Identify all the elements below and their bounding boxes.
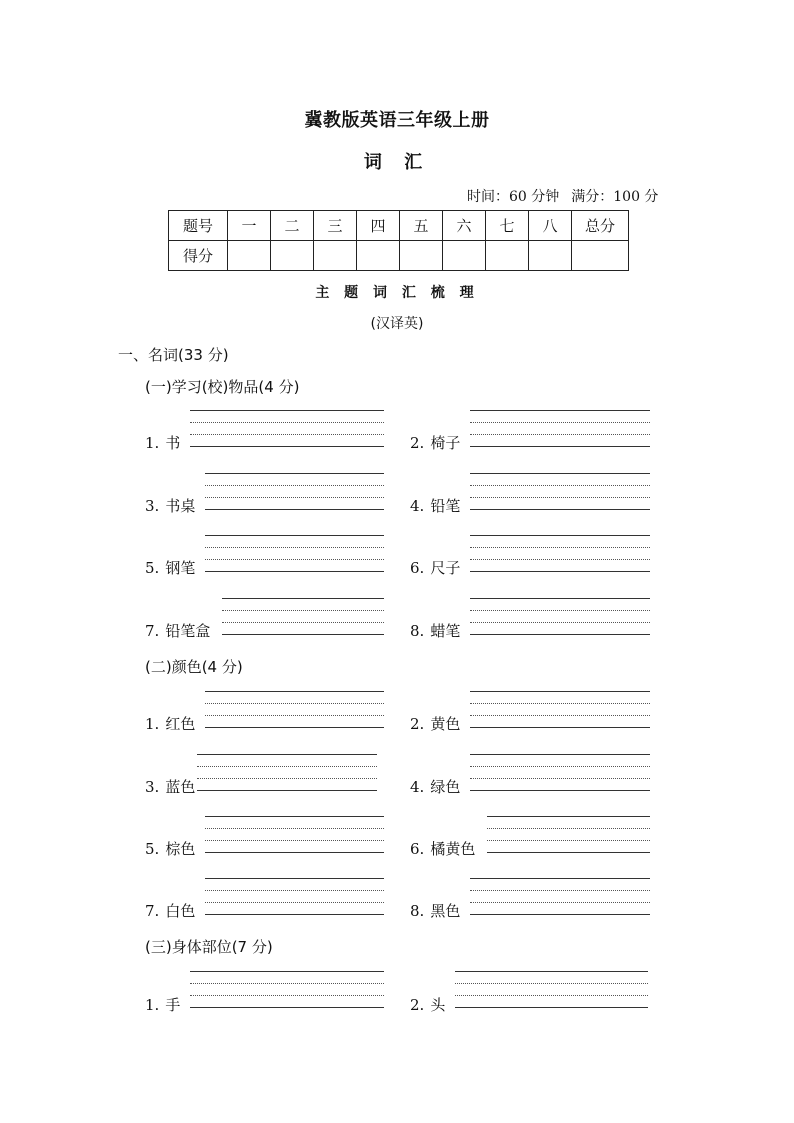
item-number: 3. [145,497,160,515]
vocab-item [145,900,195,921]
page-title: 冀教版英语三年级上册 [304,110,490,131]
vocab-item [145,994,180,1015]
item-number: 4. [410,778,425,796]
item-number: 7. [145,902,160,920]
writing-lines[interactable] [455,971,648,1009]
item-number: 2. [410,715,425,733]
score-cell[interactable] [572,241,629,271]
writing-lines[interactable] [470,691,650,729]
table-cell: 七 [486,211,529,241]
item-number: 6. [410,559,425,577]
writing-lines[interactable] [470,535,650,573]
item-word: 蓝色 [165,778,196,796]
group-title: (三)身体部位(7 分) [145,938,273,956]
table-cell: 一 [228,211,271,241]
score-cell[interactable] [529,241,572,271]
exam-info [467,186,670,206]
writing-lines[interactable] [205,473,384,511]
score-cell[interactable] [357,241,400,271]
item-number: 1. [145,715,160,733]
table-cell: 总分 [572,211,629,241]
writing-lines[interactable] [205,816,384,854]
item-word: 绿色 [430,778,461,796]
table-cell: 六 [443,211,486,241]
score-cell[interactable] [400,241,443,271]
score-cell[interactable] [486,241,529,271]
vocab-item [410,557,460,578]
table-cell: 八 [529,211,572,241]
score-cell[interactable] [443,241,486,271]
vocab-item [410,900,460,921]
time-limit: 时间：60 分钟 [467,189,560,205]
table-cell: 三 [314,211,357,241]
vocab-item [410,495,460,516]
writing-lines[interactable] [190,971,384,1009]
item-word: 椅子 [430,434,461,452]
item-number: 2. [410,434,425,452]
table-row [169,241,629,271]
section-subtitle: (汉译英) [370,316,424,332]
table-row [169,211,629,241]
score-cell[interactable] [314,241,357,271]
writing-lines[interactable] [470,754,650,792]
table-cell: 二 [271,211,314,241]
item-word: 红色 [165,715,196,733]
item-word: 橘黄色 [430,840,476,858]
item-number: 3. [145,778,160,796]
score-table [168,210,629,271]
vocab-item [410,838,475,859]
writing-lines[interactable] [470,878,650,916]
item-number: 4. [410,497,425,515]
item-number: 7. [145,622,160,640]
item-number: 5. [145,559,160,577]
vocab-item [145,620,210,641]
item-number: 6. [410,840,425,858]
item-number: 2. [410,996,425,1014]
item-number: 1. [145,996,160,1014]
full-score: 满分：100 分 [571,189,659,205]
vocab-item [410,432,460,453]
group-title: (一)学习(校)物品(4 分) [145,378,300,396]
writing-lines[interactable] [470,598,650,636]
vocab-item [145,776,195,797]
vocab-item [410,776,460,797]
item-word: 白色 [165,902,196,920]
table-cell: 得分 [169,241,228,271]
item-word: 钢笔 [165,559,196,577]
writing-lines[interactable] [205,535,384,573]
item-word: 棕色 [165,840,196,858]
vocab-item [145,557,195,578]
vocab-item [410,620,460,641]
item-number: 5. [145,840,160,858]
writing-lines[interactable] [470,410,650,448]
vocab-item [410,713,460,734]
page-subtitle: 词 汇 [363,152,431,173]
item-word: 手 [165,996,181,1014]
item-word: 铅笔 [430,497,461,515]
item-number: 1. [145,434,160,452]
group-title: (二)颜色(4 分) [145,658,243,676]
item-word: 书桌 [165,497,196,515]
item-word: 头 [430,996,446,1014]
table-cell: 四 [357,211,400,241]
vocab-item [145,432,180,453]
score-cell[interactable] [228,241,271,271]
score-cell[interactable] [271,241,314,271]
vocab-item [145,713,195,734]
item-word: 尺子 [430,559,461,577]
section-title: 主 题 词 汇 梳 理 [315,285,479,301]
writing-lines[interactable] [205,691,384,729]
writing-lines[interactable] [205,878,384,916]
item-word: 书 [165,434,181,452]
vocab-item [410,994,445,1015]
writing-lines[interactable] [470,473,650,511]
writing-lines[interactable] [190,410,384,448]
vocab-item [145,495,195,516]
writing-lines[interactable] [222,598,384,636]
item-word: 黑色 [430,902,461,920]
item-word: 铅笔盒 [165,622,211,640]
item-number: 8. [410,622,425,640]
item-word: 蜡笔 [430,622,461,640]
writing-lines[interactable] [197,754,377,792]
vocab-item [145,838,195,859]
part-heading: 一、名词(33 分) [118,346,229,364]
item-number: 8. [410,902,425,920]
table-cell: 五 [400,211,443,241]
table-cell: 题号 [169,211,228,241]
writing-lines[interactable] [487,816,650,854]
item-word: 黄色 [430,715,461,733]
